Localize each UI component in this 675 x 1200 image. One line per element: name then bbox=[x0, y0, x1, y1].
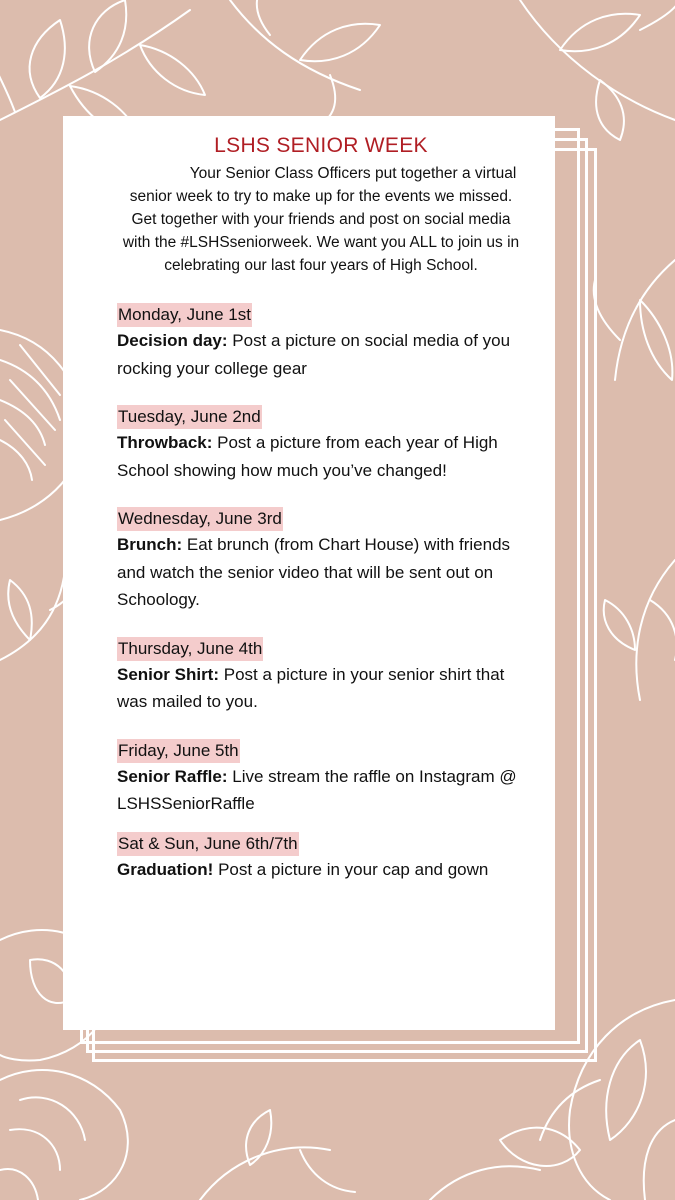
schedule-card bbox=[63, 116, 555, 1030]
intro-paragraph bbox=[117, 162, 525, 277]
event-name: Decision day: bbox=[117, 331, 228, 350]
event-text: Live stream the raffle on Instagram @ LSHSSeniorRaffle bbox=[117, 766, 517, 813]
event-item bbox=[117, 637, 525, 716]
event-item bbox=[117, 507, 525, 614]
event-description bbox=[117, 856, 525, 884]
leaf-branch-icon bbox=[594, 260, 675, 700]
event-description bbox=[117, 763, 525, 818]
event-date: Wednesday, June 3rd bbox=[117, 507, 283, 531]
event-description bbox=[117, 661, 525, 716]
event-name: Brunch: bbox=[117, 535, 183, 554]
event-name: Graduation! bbox=[117, 859, 214, 879]
event-name: Throwback: bbox=[117, 433, 213, 452]
event-date: Monday, June 1st bbox=[117, 303, 252, 327]
intro-text: Your Senior Class Officers put together a virtual senior week to try to make up for the events we missed. Get together with your friends and post on social media with the #LSHSseniorweek. We want you ALL to join us in celebrating our last four years of High School. bbox=[122, 165, 520, 274]
event-date: Tuesday, June 2nd bbox=[117, 405, 262, 429]
event-text: Eat brunch (from Chart House) with friends and watch the senior video that will be sent out on Schoology. bbox=[117, 535, 511, 609]
event-name: Senior Shirt: bbox=[117, 664, 220, 684]
event-item bbox=[117, 832, 525, 884]
event-date: Friday, June 5th bbox=[117, 739, 240, 763]
event-list bbox=[117, 303, 525, 883]
event-date: Thursday, June 4th bbox=[117, 637, 263, 661]
leaf-branch-icon bbox=[200, 1110, 355, 1200]
event-item bbox=[117, 739, 525, 818]
event-text: Post a picture in your cap and gown bbox=[213, 859, 489, 879]
event-description bbox=[117, 531, 525, 614]
event-description bbox=[117, 327, 525, 382]
event-name: Senior Raffle: bbox=[117, 766, 228, 786]
event-text: Post a picture on social media of you rocking your college gear bbox=[117, 331, 511, 378]
event-item bbox=[117, 303, 525, 382]
event-item bbox=[117, 405, 525, 484]
event-text: Post a picture in your senior shirt that was mailed to you. bbox=[117, 664, 505, 711]
event-text: Post a picture from each year of High School showing how much you’ve changed! bbox=[117, 433, 498, 480]
page-title: LSHS SENIOR WEEK bbox=[214, 134, 428, 157]
event-date: Sat & Sun, June 6th/7th bbox=[117, 832, 299, 856]
event-description bbox=[117, 429, 525, 484]
